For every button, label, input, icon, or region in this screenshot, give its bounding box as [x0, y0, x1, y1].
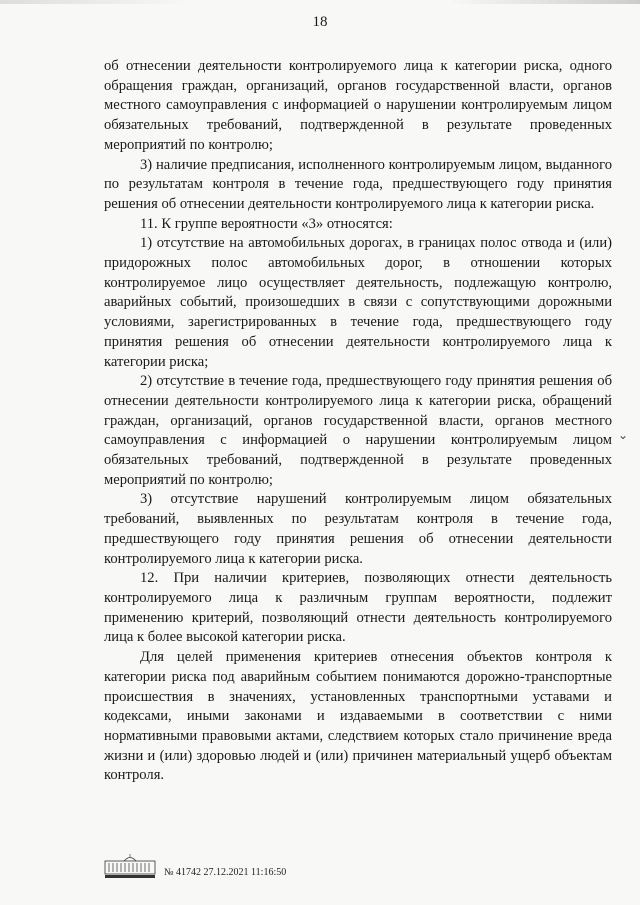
- scan-edge: [0, 0, 640, 4]
- document-body: [104, 57, 612, 786]
- document-datetime: 27.12.2021 11:16:50: [203, 867, 287, 878]
- paragraph-item-3-prescription: 3) наличие предписания, исполненного контролируемым лицом, выданного по результатам контроля в течение года, предшествующего году принятия решения об отнесении деятельности контролируемого лица к категории риска.: [104, 156, 612, 212]
- paragraph-item-2-appeals: 2) отсутствие в течение года, предшествующего году принятия решения об отнесении деятельности контролируемого лица к категории риска, обращений граждан, организаций, органов государственной власти, органов местного самоуправления с информацией о нарушении контролируемым лицом обязательных требований, подтвержденной в результате проведенных мероприятий по контролю;: [104, 373, 612, 488]
- document-stamp: [164, 867, 286, 879]
- page-number: 18: [312, 14, 328, 30]
- paragraph-definition: Для целей применения критериев отнесения объектов контроля к категории риска под аварийным событием понимаются дорожно-транспортные происшествия в значениях, установленных транспортными уставами и кодексами, иными законами и издаваемыми в соответствии с ними нормативными правовыми актами, следствием которых стало причинение вреда жизни и (или) здоровью людей и (или) причинен материальный ущерб объектам контроля.: [104, 649, 612, 784]
- paragraph-item-3-violations: 3) отсутствие нарушений контролируемым лицом обязательных требований, выявленных по результатам контроля в течение года, предшествующего году принятия решения об отнесении деятельности контролируемого лица к категории риска.: [104, 491, 612, 567]
- paragraph-continuation: об отнесении деятельности контролируемого лица к категории риска, одного обращения граждан, организаций, органов государственной власти, органов местного самоуправления с информацией о нарушении контролируемым лицом обязательных требований, подтвержденной в результате проведенных мероприятий по контролю;: [104, 58, 612, 153]
- document-number: 41742: [176, 867, 202, 878]
- paragraph-item-1-roads: 1) отсутствие на автомобильных дорогах, в границах полос отвода и (или) придорожных полос автомобильных дорог, в отношении которых контролируемое лицо осуществляет деятельность, подлежащую контролю, аварийных событий, произошедших в связи с сопутствующими дорожными условиями, зарегистрированных в течение года, предшествующего году принятия решения об отнесении деятельности контролируемого лица к категории риска;: [104, 235, 612, 370]
- margin-check-mark: ⌄: [618, 428, 629, 442]
- paragraph-clause-12: 12. При наличии критериев, позволяющих отнести деятельность контролируемого лица к различным группам вероятности, подлежит применению критерий, позволяющий отнести деятельность контролируемого лица к более высокой категории риска.: [104, 570, 612, 646]
- document-footer: [104, 853, 286, 879]
- paragraph-clause-11: 11. К группе вероятности «3» относятся:: [140, 215, 393, 232]
- building-stamp-icon: [104, 853, 156, 879]
- stamp-number-mark: №: [164, 867, 174, 878]
